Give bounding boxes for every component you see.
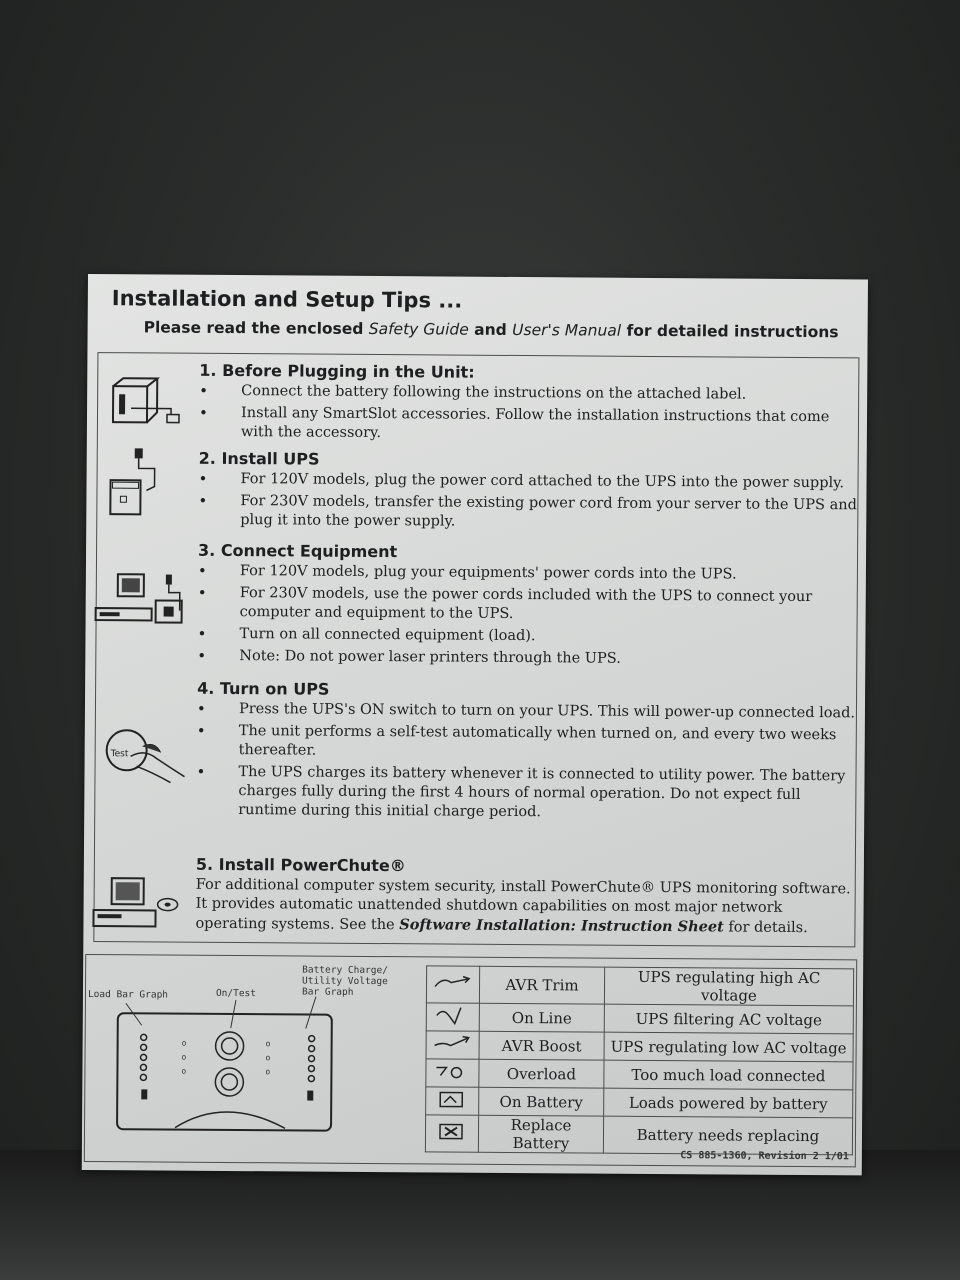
status-state: Replace Battery <box>478 1115 603 1153</box>
panel-glyph: o <box>265 1053 271 1063</box>
test-button-icon <box>100 726 190 789</box>
status-meaning: UPS regulating high AC voltage <box>604 967 853 1006</box>
step-body <box>195 876 855 939</box>
on-test-label: On/Test <box>215 987 257 1000</box>
status-indicator-panel <box>84 954 857 1167</box>
step-4 <box>196 679 857 828</box>
status-state: AVR Trim <box>479 966 604 1004</box>
step-bullet: • For 230V models, transfer the existing power cord from your server to the UPS and plug it into the power supply. <box>198 492 858 535</box>
status-state: On Battery <box>479 1087 604 1116</box>
battery-bar-graph-label: Battery Charge/ Utility Voltage Bar Graph <box>301 964 388 998</box>
on-battery-icon <box>426 1087 479 1115</box>
status-row <box>426 1031 853 1062</box>
users-manual-ref: User's Manual <box>512 320 622 340</box>
status-row <box>425 1115 852 1155</box>
step-heading: 3. Connect Equipment <box>198 540 398 562</box>
panel-glyph: o <box>265 1039 271 1049</box>
step-bullet: • Note: Do not power laser printers through the UPS. <box>197 647 857 671</box>
ups-front-panel-diagram <box>85 955 426 1157</box>
step-2 <box>198 449 859 538</box>
step-bullet: • For 120V models, plug your equipments' power cords into the UPS. <box>198 562 858 586</box>
avr-boost-icon <box>426 1031 479 1059</box>
subtitle-text: Please read the enclosed <box>143 318 369 338</box>
panel-glyph: o <box>181 1038 187 1048</box>
step-bullet: • The UPS charges its battery whenever it is connected to utility power. The battery charges fully during the first 4 hours of normal operation. Do not expect full runtime during this initial charge period. <box>196 763 856 825</box>
safety-guide-ref: Safety Guide <box>368 319 469 339</box>
panel-glyph: o <box>181 1052 187 1062</box>
status-row <box>426 1003 853 1034</box>
step-bullet: • Connect the battery following the instructions on the attached label. <box>199 382 859 406</box>
status-table <box>425 965 854 1155</box>
step-body-text: For additional computer system security, install PowerChute® UPS monitoring software. It provides automatic unattended shutdown capabilities on most major network operating systems. See the <box>195 876 851 934</box>
load-bar-graph-label: Load Bar Graph <box>87 989 169 1001</box>
computer-equipment-icon <box>93 570 189 635</box>
step-heading: 2. Install UPS <box>198 448 320 469</box>
label-title: Installation and Setup Tips ... <box>111 286 463 313</box>
label-subtitle <box>144 318 864 341</box>
status-row <box>426 1087 853 1118</box>
step-heading: 1. Before Plugging in the Unit: <box>199 360 475 382</box>
step-3 <box>197 541 858 674</box>
computer-software-icon <box>89 876 185 933</box>
step-heading: 5. Install PowerChute® <box>195 854 406 876</box>
document-code: CS 885-1360, Revision 2 1/01 <box>680 1150 849 1163</box>
status-meaning: Loads powered by battery <box>604 1088 853 1118</box>
status-meaning: UPS filtering AC voltage <box>604 1004 853 1034</box>
panel-glyph: o <box>181 1066 187 1076</box>
front-panel-drawing <box>85 955 426 1157</box>
status-row <box>426 966 853 1006</box>
status-meaning: UPS regulating low AC voltage <box>604 1032 853 1062</box>
step-1 <box>199 361 860 450</box>
status-state: Overload <box>479 1059 604 1088</box>
software-sheet-ref: Software Installation: Instruction Sheet <box>399 916 724 936</box>
avr-trim-icon <box>426 966 479 1003</box>
step-bullet: • The unit performs a self-test automatically when turned on, and every two weeks thereafter. <box>197 722 857 765</box>
subtitle-text: for detailed instructions <box>621 321 839 342</box>
step-heading: 4. Turn on UPS <box>197 678 330 699</box>
status-meaning: Too much load connected <box>604 1060 853 1090</box>
overload-icon <box>426 1059 479 1087</box>
replace-battery-icon <box>425 1115 478 1152</box>
step-body-text: for details. <box>723 919 808 937</box>
status-state: On Line <box>479 1003 604 1032</box>
step-bullet: • Turn on all connected equipment (load). <box>197 625 857 649</box>
ups-plug-icon <box>106 446 166 516</box>
panel-glyph: o <box>265 1067 271 1077</box>
subtitle-text: and <box>468 320 513 339</box>
test-button-label: Test <box>110 749 129 760</box>
status-row <box>426 1059 853 1090</box>
on-line-icon <box>426 1003 479 1031</box>
battery-connect-icon <box>107 374 191 431</box>
status-meaning: Battery needs replacing <box>603 1116 852 1155</box>
setup-label <box>82 274 868 1175</box>
step-5 <box>195 855 856 939</box>
step-bullet: • For 120V models, plug the power cord attached to the UPS into the power supply. <box>199 470 859 494</box>
step-bullet: • For 230V models, use the power cords included with the UPS to connect your computer and equipment to the UPS. <box>198 584 858 627</box>
status-state: AVR Boost <box>479 1031 604 1060</box>
step-bullet: • Press the UPS's ON switch to turn on your UPS. This will power-up connected load. <box>197 700 857 724</box>
step-bullet: • Install any SmartSlot accessories. Follow the installation instructions that come with the accessory. <box>199 404 859 447</box>
